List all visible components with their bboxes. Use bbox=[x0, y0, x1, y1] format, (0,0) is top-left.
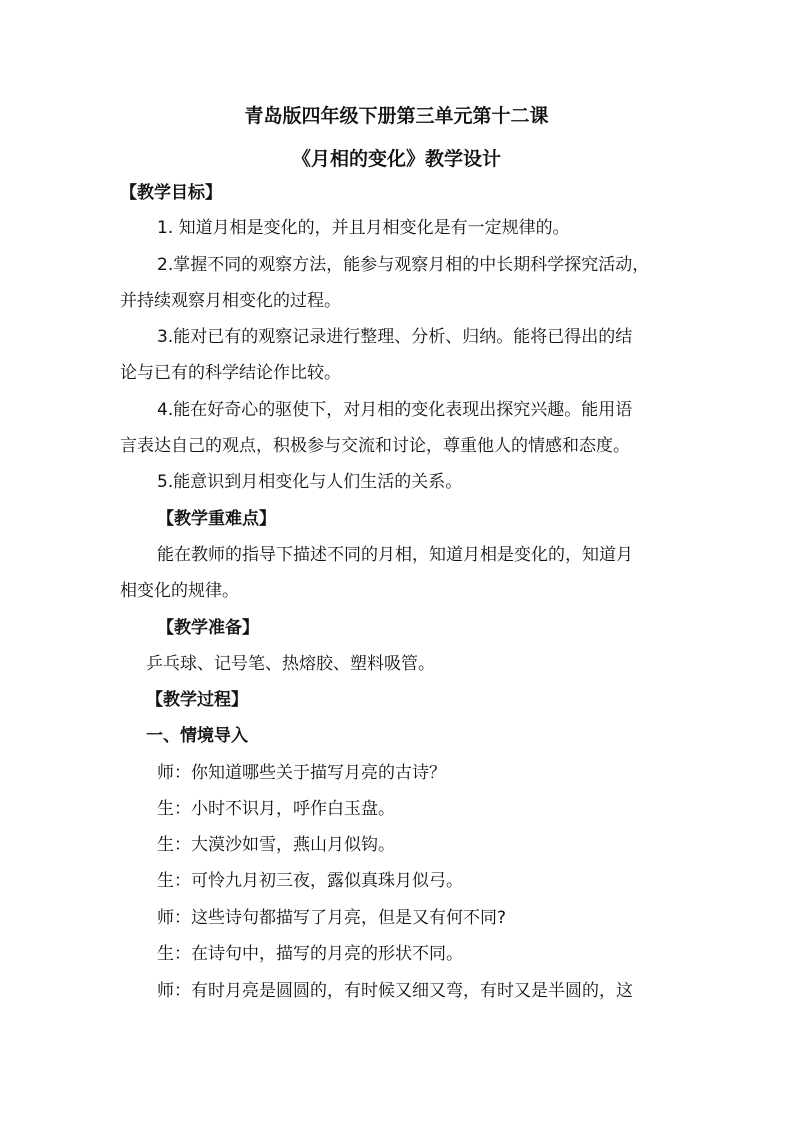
goal-2-line-2: 并持续观察月相变化的过程。 bbox=[120, 291, 341, 311]
goal-1: 1. 知道月相是变化的，并且月相变化是有一定规律的。 bbox=[157, 218, 570, 238]
dialogue-line: 师：你知道哪些关于描写月亮的古诗？ bbox=[157, 763, 446, 783]
key-points-line-1: 能在教师的指导下描述不同的月相，知道月相是变化的，知道月 bbox=[157, 545, 633, 565]
dialogue-line: 生：在诗句中，描写的月亮的形状不同。 bbox=[157, 944, 463, 964]
goal-4-line-2: 言表达自己的观点，积极参与交流和讨论，尊重他人的情感和态度。 bbox=[120, 436, 630, 456]
dialogue-line: 生：小时不识月，呼作白玉盘。 bbox=[157, 799, 395, 819]
document-title-line-2: 《月相的变化》教学设计 bbox=[291, 148, 501, 170]
goal-3-line-1: 3.能对已有的观察记录进行整理、分析、归纳。能将已得出的结 bbox=[157, 327, 633, 347]
dialogue-line: 生：大漠沙如雪，燕山月似钩。 bbox=[157, 835, 395, 855]
preparation-heading: 【教学准备】 bbox=[157, 618, 259, 638]
process-subheading: 一、情境导入 bbox=[146, 726, 248, 746]
dialogue-line: 师：有时月亮是圆圆的，有时候又细又弯，有时又是半圆的，这 bbox=[157, 981, 633, 1001]
preparation-items: 乒乓球、记号笔、热熔胶、塑料吸管。 bbox=[146, 654, 435, 674]
key-points-line-2: 相变化的规律。 bbox=[120, 581, 239, 601]
document-title-line-1: 青岛版四年级下册第三单元第十二课 bbox=[244, 105, 549, 127]
goal-2-line-1: 2.掌握不同的观察方法，能参与观察月相的中长期科学探究活动， bbox=[157, 255, 650, 275]
goals-heading: 【教学目标】 bbox=[120, 183, 222, 203]
dialogue-line: 生：可怜九月初三夜，露似真珠月似弓。 bbox=[157, 871, 463, 891]
goal-3-line-2: 论与已有的科学结论作比较。 bbox=[120, 363, 341, 383]
process-heading: 【教学过程】 bbox=[146, 690, 248, 710]
key-points-heading: 【教学重难点】 bbox=[157, 509, 276, 529]
goal-5: 5.能意识到月相变化与人们生活的关系。 bbox=[157, 472, 463, 492]
goal-4-line-1: 4.能在好奇心的驱使下，对月相的变化表现出探究兴趣。能用语 bbox=[157, 400, 633, 420]
dialogue-line: 师：这些诗句都描写了月亮，但是又有何不同? bbox=[157, 908, 507, 928]
